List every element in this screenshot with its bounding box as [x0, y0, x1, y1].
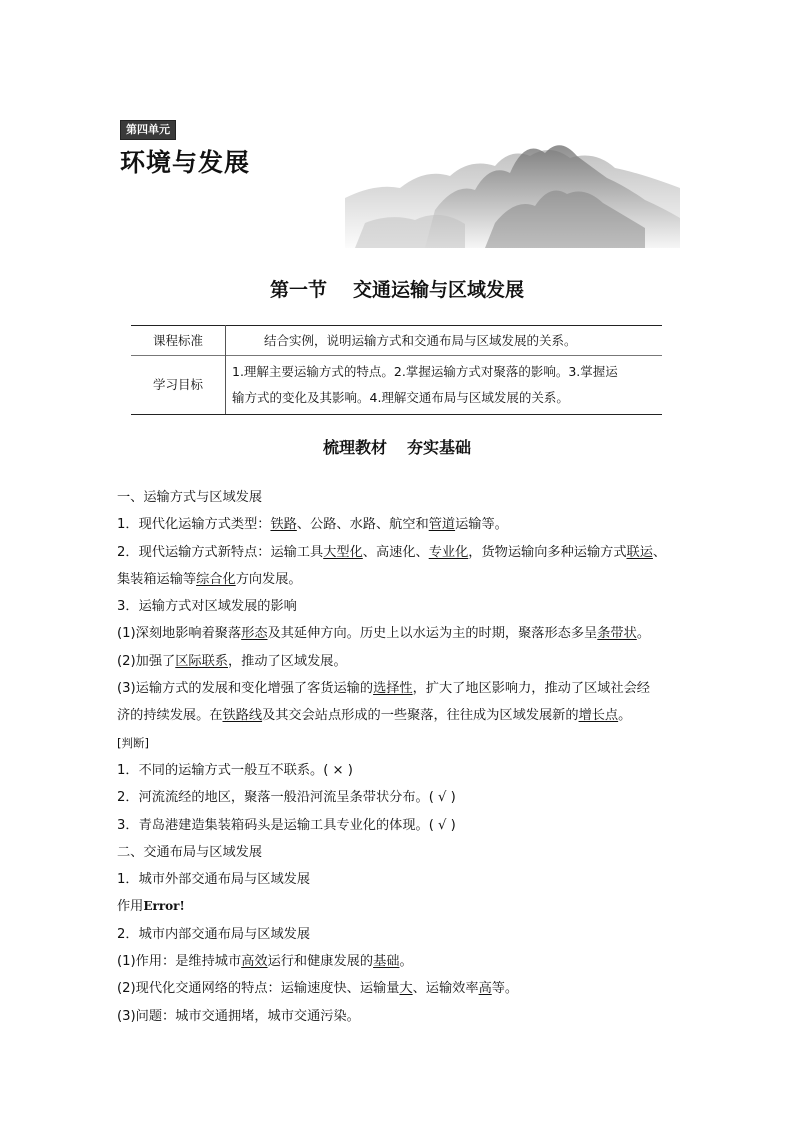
unit-title: 环境与发展: [120, 148, 251, 177]
ink-mountain-illustration: [345, 128, 680, 248]
answer-blank: 选择性: [373, 681, 413, 697]
heading: 一、运输方式与区域发展: [117, 490, 263, 505]
answer-blank: 铁路线: [222, 708, 263, 724]
table-row: [131, 326, 662, 356]
judge-heading: [判断]: [117, 735, 149, 750]
paragraph: (3)运输方式的发展和变化增强了客货运输的选择性，扩大了地区影响力，推动了区域社会经: [117, 681, 650, 697]
answer-blank: 管道: [428, 517, 456, 533]
answer-blank: 大: [399, 981, 413, 997]
table-row: [131, 356, 662, 415]
paragraph: (3)问题：城市交通拥堵，城市交通污染。: [117, 1008, 360, 1024]
content-body: [117, 484, 677, 1030]
curriculum-table: [131, 325, 662, 415]
section-name: 交通运输与区域发展: [353, 279, 525, 301]
paragraph: 济的持续发展。在铁路线及其交会站点形成的一些聚落，往往成为区域发展新的增长点。: [117, 708, 632, 724]
error-text: Error!: [143, 899, 185, 914]
row-label: 课程标准: [131, 326, 226, 356]
answer-blank: 综合化: [196, 571, 236, 587]
answer-blank: 联运: [626, 544, 653, 560]
goal-line: 1.理解主要运输方式的特点。2.掌握运输方式对聚落的影响。3.掌握运: [232, 364, 618, 379]
paragraph: 3．运输方式对区域发展的影响: [117, 599, 297, 615]
answer-blank: 专业化: [428, 544, 469, 560]
answer-blank: 高效: [241, 954, 268, 970]
row-value: [226, 356, 663, 415]
row-value: 结合实例，说明运输方式和交通布局与区域发展的关系。: [226, 326, 663, 356]
paragraph: (1)作用：是维持城市高效运行和健康发展的基础。: [117, 954, 413, 970]
answer-blank: 形态: [241, 626, 268, 642]
answer-blank: 基础: [373, 954, 400, 970]
section-title: [0, 276, 794, 304]
judge-item: 2．河流流经的地区，聚落一般沿河流呈条带状分布。( √ ): [117, 790, 456, 806]
row-label: 学习目标: [131, 356, 226, 415]
paragraph: 2．城市内部交通布局与区域发展: [117, 926, 311, 942]
answer-blank: 高: [478, 981, 492, 997]
paragraph: (2)现代化交通网络的特点：运输速度快、运输量大、运输效率高等。: [117, 981, 519, 997]
answer-blank: 条带状: [597, 626, 637, 642]
paragraph: 2．现代运输方式新特点：运输工具大型化、高速化、专业化，货物运输向多种运输方式联运、: [117, 544, 667, 560]
judge-item: 3．青岛港建造集装箱码头是运输工具专业化的体现。( √ ): [117, 817, 456, 833]
paragraph: 1．现代化运输方式类型：铁路、公路、水路、航空和管道运输等。: [117, 517, 508, 533]
judge-item: 1．不同的运输方式一般互不联系。( × ): [117, 762, 353, 778]
paragraph: 1．城市外部交通布局与区域发展: [117, 872, 311, 888]
answer-blank: 铁路: [270, 517, 297, 533]
subsection-heading: [0, 436, 794, 460]
paragraph: (1)深刻地影响着聚落形态及其延伸方向。历史上以水运为主的时期，聚落形态多呈条带状。: [117, 626, 650, 642]
answer-blank: 增长点: [578, 708, 619, 724]
goal-line: 输方式的变化及其影响。4.理解交通布局与区域发展的关系。: [232, 390, 569, 405]
subhead-part: 梳理教材: [322, 438, 387, 457]
heading: 二、交通布局与区域发展: [117, 844, 263, 860]
answer-blank: 大型化: [323, 544, 363, 560]
paragraph: (2)加强了区际联系，推动了区域发展。: [117, 653, 347, 669]
unit-badge: 第四单元: [120, 120, 176, 140]
subhead-part: 夯实基础: [407, 438, 472, 457]
answer-blank: 区际联系: [175, 653, 228, 669]
paragraph: 集装箱运输等综合化方向发展。: [117, 571, 302, 587]
section-number: 第一节: [269, 279, 327, 301]
paragraph: 作用Error!: [117, 899, 185, 915]
